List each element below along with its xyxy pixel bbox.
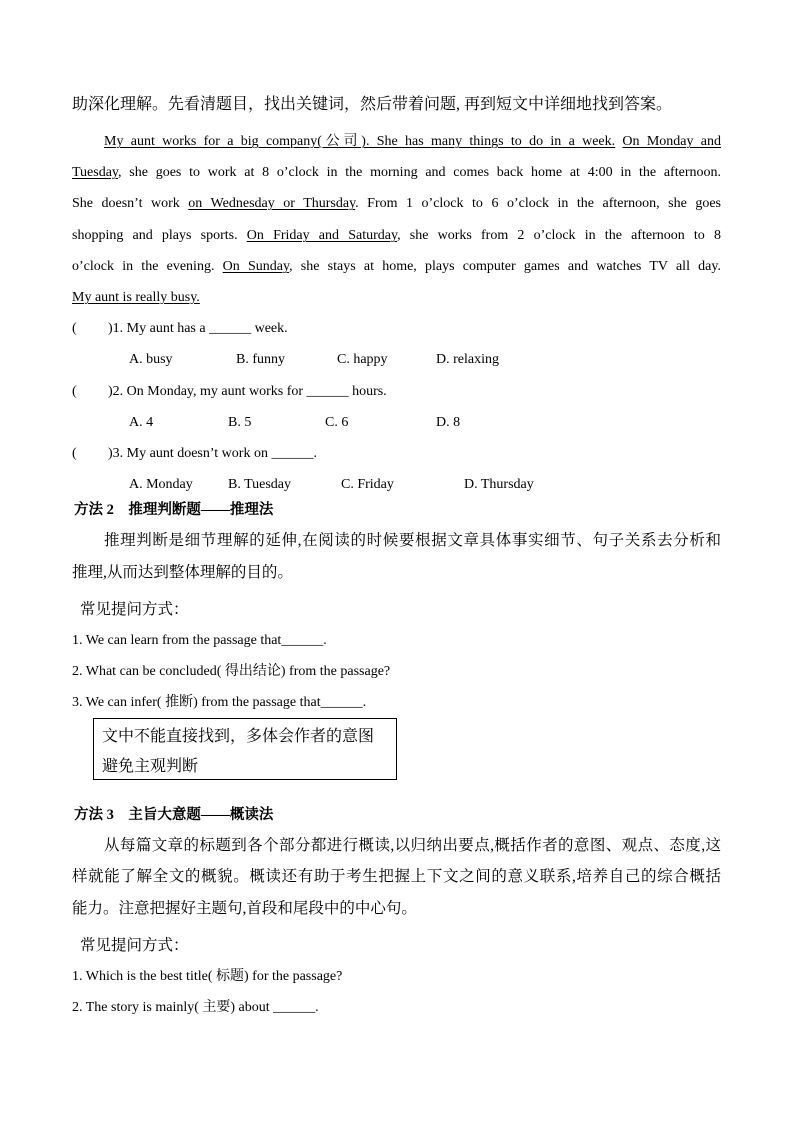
method-2-item-3: 3. We can infer( 推断) from the passage that______.	[72, 695, 367, 710]
method-3-paragraph-line: 样就能了解全文的概貌。概读还有助于考生把握上下文之间的意义联系,培养自己的综合概括	[72, 868, 721, 885]
passage-text-segment: . From 1 o’clock to 6 o’clock in the afternoon, she goes	[355, 196, 721, 211]
option-a: A. busy	[129, 352, 173, 367]
option-c: C. Friday	[341, 477, 394, 492]
option-d: D. Thursday	[464, 477, 534, 492]
passage-underlined-segment: on Wednesday or Thursday	[188, 196, 356, 211]
tip-box	[93, 718, 397, 780]
passage-text-segment: shopping and plays sports.	[72, 228, 247, 243]
option-c: C. 6	[325, 415, 349, 430]
method-2-paragraph-line: 推理,从而达到整体理解的目的。	[72, 564, 293, 581]
passage-underlined-segment: My aunt works for a big company(公司). She has many things to do in a week.	[104, 134, 616, 149]
intro-text: 助深化理解。先看清题目，找出关键词，然后带着问题, 再到短文中详细地找到答案。	[72, 96, 673, 113]
passage-line-5	[72, 257, 721, 277]
passage-text-segment: , she works from 2 o’clock in the afternoon to 8	[397, 228, 721, 243]
question-2-paren: (	[72, 384, 77, 399]
option-b: B. Tuesday	[228, 477, 292, 492]
method-3-item-1: 1. Which is the best title( 标题) for the passage?	[72, 969, 343, 984]
passage-underlined-segment: On Monday and	[622, 134, 721, 149]
question-1-stem: )1. My aunt has a ______ week.	[108, 321, 288, 336]
passage-text-segment: , she stays at home, plays computer games and watches TV all day.	[289, 259, 721, 274]
option-b: B. 5	[228, 415, 252, 430]
passage-underlined-segment: On Friday and Saturday	[246, 228, 398, 243]
question-2-stem: )2. On Monday, my aunt works for ______ hours.	[108, 384, 387, 399]
method-3-paragraph-line: 能力。注意把握好主题句,首段和尾段中的中心句。	[72, 900, 417, 917]
option-d: D. relaxing	[436, 352, 499, 367]
question-2-options	[0, 413, 794, 433]
passage-line-6	[72, 288, 200, 308]
method-2-item-1: 1. We can learn from the passage that______.	[72, 633, 327, 648]
passage-line-1	[104, 132, 721, 152]
question-1-paren: (	[72, 321, 77, 336]
option-a: A. Monday	[129, 477, 193, 492]
passage-text-segment: , she goes to work at 8 o’clock in the morning and comes back home at 4:00 in the afternoon.	[118, 165, 721, 180]
method-2-item-2: 2. What can be concluded( 得出结论) from the passage?	[72, 664, 391, 679]
method-3-heading: 方法 3 主旨大意题——概读法	[74, 807, 274, 823]
method-2-common-label: 常见提问方式：	[80, 601, 189, 618]
passage-line-2	[72, 163, 721, 183]
method-3-common-label: 常见提问方式：	[80, 937, 189, 954]
tip-line-2: 避免主观判断	[102, 758, 199, 775]
passage-line-4	[72, 226, 721, 246]
tip-line-1: 文中不能直接找到，多体会作者的意图	[102, 728, 375, 745]
method-2-heading: 方法 2 推理判断题——推理法	[74, 502, 274, 518]
method-3-paragraph-line: 从每篇文章的标题到各个部分都进行概读,以归纳出要点,概括作者的意图、观点、态度,这	[104, 837, 721, 854]
question-3-paren: (	[72, 446, 77, 461]
method-2-paragraph-line: 推理判断是细节理解的延伸,在阅读的时候要根据文章具体事实细节、句子关系去分析和	[104, 532, 721, 549]
passage-underlined-segment: On Sunday	[222, 259, 290, 274]
question-3-options	[0, 475, 794, 495]
passage-underlined-segment: My aunt is really busy.	[72, 290, 200, 305]
passage-text-segment: She doesn’t work	[72, 196, 189, 211]
passage-line-3	[72, 194, 721, 214]
option-b: B. funny	[236, 352, 285, 367]
method-3-item-2: 2. The story is mainly( 主要) about ______.	[72, 1000, 319, 1015]
option-c: C. happy	[337, 352, 388, 367]
question-1-options	[0, 350, 794, 370]
question-3-stem: )3. My aunt doesn’t work on ______.	[108, 446, 317, 461]
passage-underlined-segment: Tuesday	[72, 165, 119, 180]
option-a: A. 4	[129, 415, 154, 430]
passage-text-segment: o’clock in the evening.	[72, 259, 223, 274]
option-d: D. 8	[436, 415, 461, 430]
